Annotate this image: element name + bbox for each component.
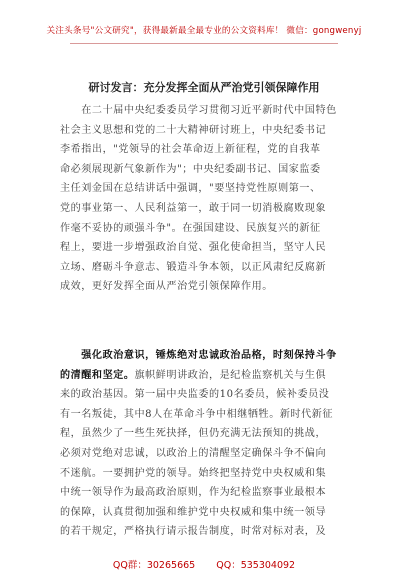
paragraph-line: 社会主义思想和党的二十大精神研讨班上，中央纪委书记 (60, 124, 327, 136)
section-heading-tail: 的清醒和坚定。 (60, 369, 135, 381)
footer-qq-group: QQ群：30265665 (112, 560, 196, 571)
paragraph-line: 的若干规定，严格执行请示报告制度，时常对标对表，及 (60, 526, 327, 538)
paragraph-1 (60, 101, 360, 297)
paragraph-line: 的保障，认真贯彻加强和维护党中央权威和集中统一领导 (60, 506, 327, 518)
paragraph-line: 党的事业第一、人民利益第一，敢于同一切消极腐败现象 (60, 202, 327, 214)
paragraph-line: 来的政治基因。第一届中央监委的10名委员，候补委员没 (60, 389, 330, 401)
paragraph-line: 中统一领导作为最高政治原则，作为纪检监察事业最根本 (60, 487, 327, 499)
header-divider (70, 43, 338, 44)
header-banner: 关注头条号"公文研究"，获得最新最全最专业的公文资料库！ 微信：gongwenyj (46, 26, 362, 36)
paragraph-line: 在二十届中央纪委委员学习贯彻习近平新时代中国特色 (60, 105, 337, 116)
footer-qq: QQ：535304092 (216, 560, 296, 571)
paragraph-line: 成效，更好发挥全面从严治党引领保障作用。 (60, 281, 273, 293)
paragraph-line: 有一名叛徒，其中8人在革命斗争中相继牺牲。新时代新征 (60, 408, 334, 420)
paragraph-line: 立场、磨砺斗争意志、锻造斗争本领，以正风肃纪反腐新 (60, 261, 327, 273)
paragraph-line: 程上，要进一步增强政治自觉、强化使命担当，坚守人民 (60, 242, 327, 254)
paragraph-line: 命必须展现新气象新作为"；中央纪委副书记、国家监委 (60, 163, 321, 175)
paragraph-line (60, 366, 360, 386)
paragraph-line: 必须对党绝对忠诚，以政治上的清醒坚定确保斗争不偏向 (60, 447, 327, 459)
footer-contact (0, 557, 408, 571)
paragraph-2 (60, 346, 360, 542)
paragraph-text: 旗帜鲜明讲政治，是纪检监察机关与生俱 (134, 369, 327, 381)
paragraph-line: 主任刘金国在总结讲话中强调，"要坚持党性原则第一、 (60, 183, 321, 195)
paragraph-line: 李希指出，"党领导的社会革命迈上新征程，党的自我革 (60, 144, 321, 156)
document-title: 研讨发言：充分发挥全面从严治党引领保障作用 (88, 81, 320, 94)
paragraph-line: 不迷航。一要拥护党的领导。始终把坚持党中央权威和集 (60, 467, 327, 479)
section-heading-line: 强化政治意识，锤炼绝对忠诚政治品格，时刻保持斗争 (60, 350, 337, 361)
paragraph-line: 作毫不妥协的顽强斗争"。在强国建设、民族复兴的新征 (60, 222, 321, 234)
paragraph-line: 程，虽然少了一些生死抉择，但仍充满无法预知的挑战， (60, 428, 327, 440)
